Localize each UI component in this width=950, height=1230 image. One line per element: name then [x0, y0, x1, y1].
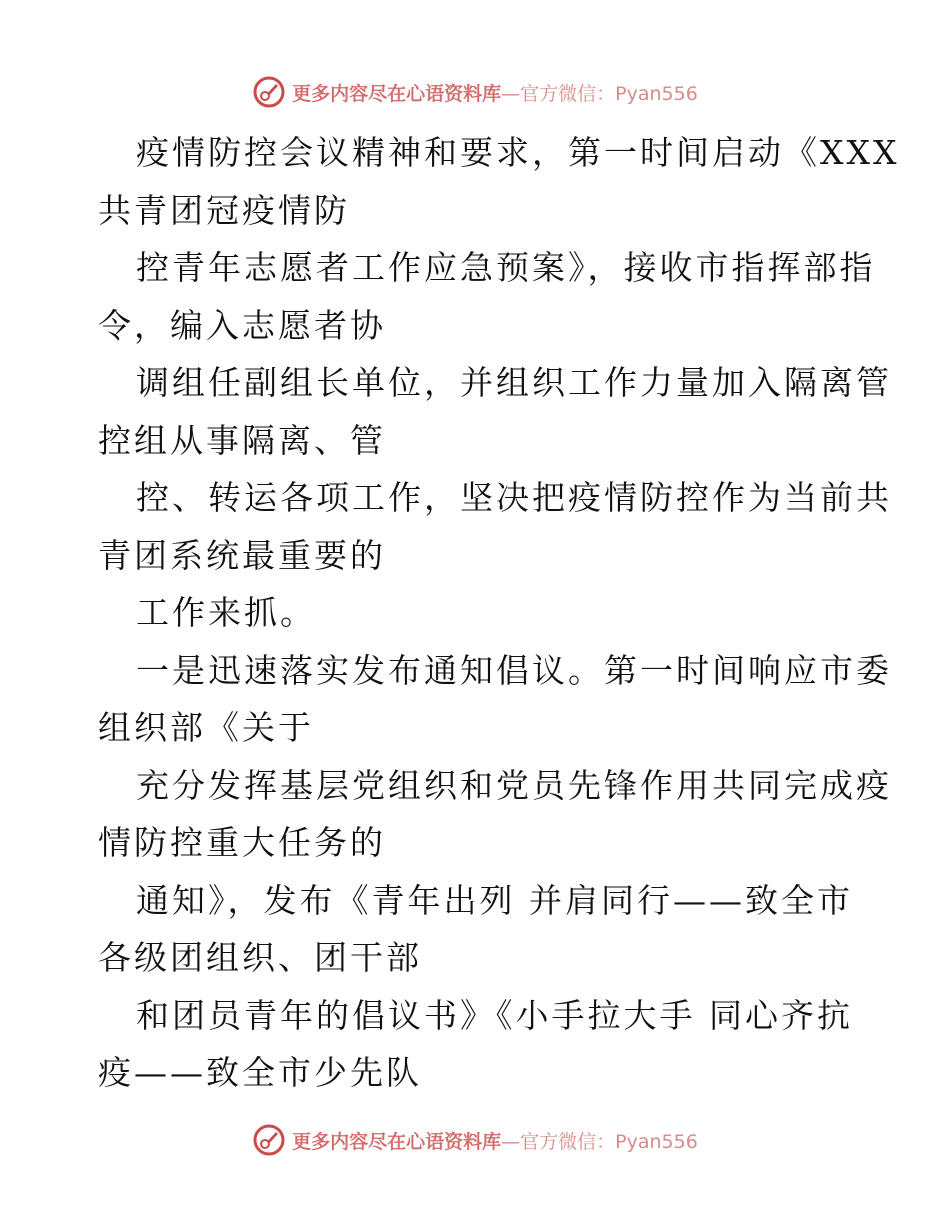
- text-line: 和团员青年的倡议书》《小手拉大手 同心齐抗: [136, 995, 853, 1035]
- text-line: 疫情防控会议精神和要求，第一时间启动《XXX: [136, 133, 900, 172]
- text-line: 组织部《关于: [98, 708, 314, 747]
- watermark-brand: 更多内容尽在心语资料库: [292, 82, 502, 105]
- text-line: 控青年志愿者工作应急预案》，接收市指挥部指: [136, 248, 876, 287]
- text-line: 工作来抓。: [136, 593, 316, 632]
- text-line: 令，编入志愿者协: [98, 305, 386, 345]
- text-line: 控组从事隔离、管: [98, 420, 386, 460]
- text-line: 通知》，发布《青年出列 并肩同行——致全市: [136, 880, 853, 920]
- watermark-contact: —官方微信：Pyan556: [501, 1130, 698, 1153]
- text-line: 各级团组织、团干部: [98, 938, 422, 977]
- text-line: 充分发挥基层党组织和党员先锋作用共同完成疫: [136, 765, 892, 805]
- footer-watermark: [0, 1120, 950, 1160]
- text-line: 共青团冠疫情防: [98, 190, 350, 230]
- header-watermark: [0, 72, 950, 112]
- text-line: 控、转运各项工作，坚决把疫情防控作为当前共: [136, 478, 892, 517]
- text-line: 调组任副组长单位，并组织工作力量加入隔离管: [136, 363, 892, 402]
- text-line: 情防控重大任务的: [98, 823, 386, 862]
- quill-seal-icon: [252, 75, 286, 109]
- text-line: 青团系统最重要的: [98, 535, 386, 575]
- document-body: [98, 124, 900, 1102]
- text-line: 疫——致全市少先队: [98, 1053, 422, 1092]
- quill-seal-icon: [252, 1123, 286, 1157]
- watermark-brand: 更多内容尽在心语资料库: [292, 1130, 502, 1153]
- watermark-contact: —官方微信：Pyan556: [501, 82, 698, 105]
- text-line: 一是迅速落实发布通知倡议。第一时间响应市委: [136, 650, 892, 690]
